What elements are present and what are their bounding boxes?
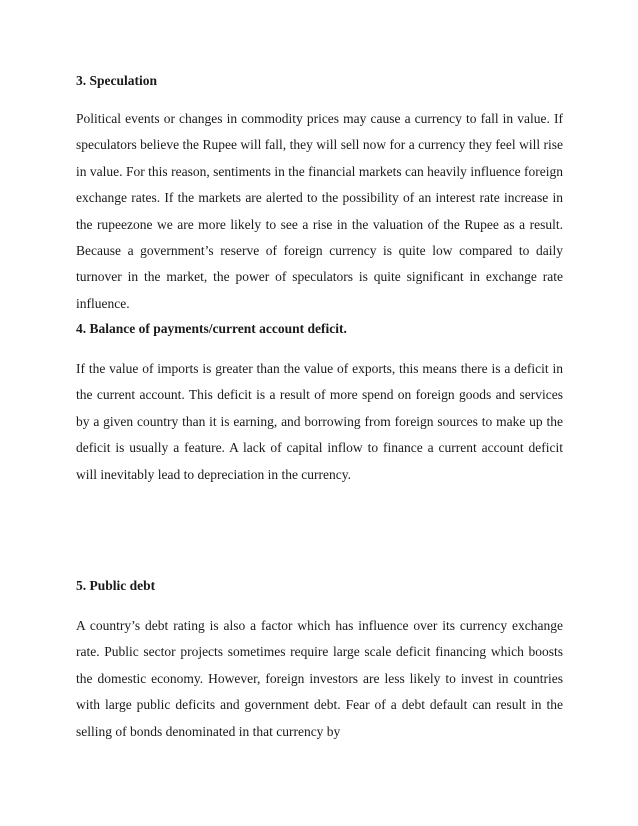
section-paragraph: Political events or changes in commodity prices may cause a currency to fall in value. If speculators believe the Rupee will fall, they will sell now for a currency they feel will rise in value. For this reason, sentiments in the financial markets can heavily influence foreign exchange rates. If the markets are alerted to the possibility of an interest rate increase in the rupeezone we are more likely to see a rise in the valuation of the Rupee as a result. Because a government’s reserve of foreign currency is quite low compared to daily turnover in the market, the power of speculators is quite significant in exchange rate influence. (76, 111, 563, 311)
section-heading: 4. Balance of payments/current account deficit. (76, 321, 347, 336)
section-speculation (76, 72, 563, 317)
section-paragraph: A country’s debt rating is also a factor which has influence over its currency exchange rate. Public sector projects sometimes require large scale deficit financing which boosts the domestic economy. However, foreign investors are less likely to invest in countries with large public deficits and government debt. Fear of a debt default can result in the selling of bonds denominated in that currency by (76, 618, 563, 739)
section-paragraph: If the value of imports is greater than the value of exports, this means there is a deficit in the current account. This deficit is a result of more spend on foreign goods and services by a given country than it is earning, and borrowing from foreign sources to make up the deficit is usually a feature. A lack of capital inflow to finance a current account deficit will inevitably lead to depreciation in the currency. (76, 361, 563, 482)
section-heading: 3. Speculation (76, 73, 158, 88)
section-public-debt (76, 577, 563, 745)
section-balance-of-payments (76, 320, 563, 488)
section-heading: 5. Public debt (76, 578, 156, 593)
